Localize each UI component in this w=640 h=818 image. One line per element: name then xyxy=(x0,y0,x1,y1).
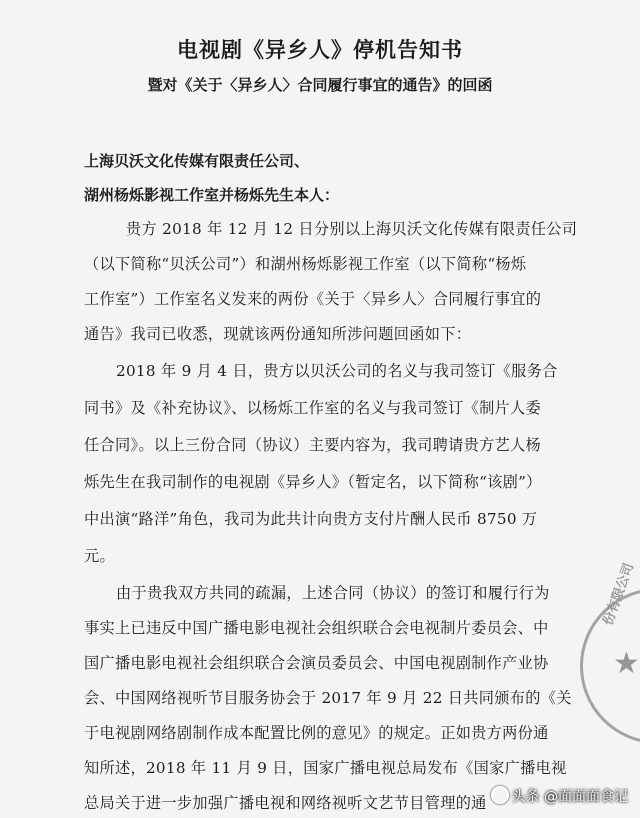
body-line: 同书》及《补充协议》、以杨烁工作室的名义与我司签订《制片人委 xyxy=(84,399,542,417)
body-line: 元。 xyxy=(84,547,115,565)
body-line: 通告》我司已收悉，现就该两份通知所涉问题回函如下： xyxy=(84,325,472,343)
body-line: 2018 年 9 月 4 日，贵方以贝沃公司的名义与我司签订《服务合 xyxy=(116,362,558,380)
body-line: 工作室”）工作室名义发来的两份《关于〈异乡人〉合同履行事宜的 xyxy=(84,290,542,308)
body-line: 中出演“路洋”角色，我司为此共计向贵方支付片酬人民币 8750 万 xyxy=(84,510,538,528)
body-line: 会、中国网络视听节目服务协会于 2017 年 9 月 22 日共同颁布的《关 xyxy=(84,689,572,707)
body-line: 于电视剧网络剧制作成本配置比例的意见》的规定。正如贵方两份通 xyxy=(84,724,549,742)
seal-text: 份有限公司 xyxy=(600,561,638,628)
document-title: 电视剧《异乡人》停机告知书 xyxy=(177,38,463,62)
addressee-line-1: 上海贝沃文化传媒有限责任公司、 xyxy=(84,152,310,170)
seal-star-icon: ★ xyxy=(613,646,640,681)
watermark-text: 头条 @面面面食记 xyxy=(511,789,628,805)
body-line: 贵方 2018 年 12 月 12 日分别以上海贝沃文化传媒有限责任公司 xyxy=(126,220,578,238)
body-line: （以下简称“贝沃公司”）和湖州杨烁影视工作室（以下简称“杨烁 xyxy=(84,255,527,273)
body-line: 国广播电影电视社会组织联合会演员委员会、中国电视剧制作产业协 xyxy=(84,654,549,672)
toutiao-logo-icon xyxy=(491,786,509,804)
body-line: 由于贵我双方共同的疏漏，上述合同（协议）的签订和履行行为 xyxy=(116,584,550,602)
body-line: 总局关于进一步加强广播电视和网络视听文艺节目管理的通 xyxy=(84,794,487,812)
body-line: 知所述，2018 年 11 月 9 日，国家广播电视总局发布《国家广播电视 xyxy=(84,759,567,777)
watermark xyxy=(491,786,628,806)
document-subtitle: 暨对《关于〈异乡人〉合同履行事宜的通告》的回函 xyxy=(147,76,493,94)
body-line: 烁先生在我司制作的电视剧《异乡人》（暂定名，以下简称“该剧”） xyxy=(84,473,542,491)
body-line: 任合同》。以上三份合同（协议）主要内容为，我司聘请贵方艺人杨 xyxy=(84,436,542,454)
addressee-line-2: 湖州杨烁影视工作室并杨烁先生本人： xyxy=(84,186,340,204)
body-line: 事实上已违反中国广播电影电视社会组织联合会电视制片委员会、中 xyxy=(84,619,549,637)
